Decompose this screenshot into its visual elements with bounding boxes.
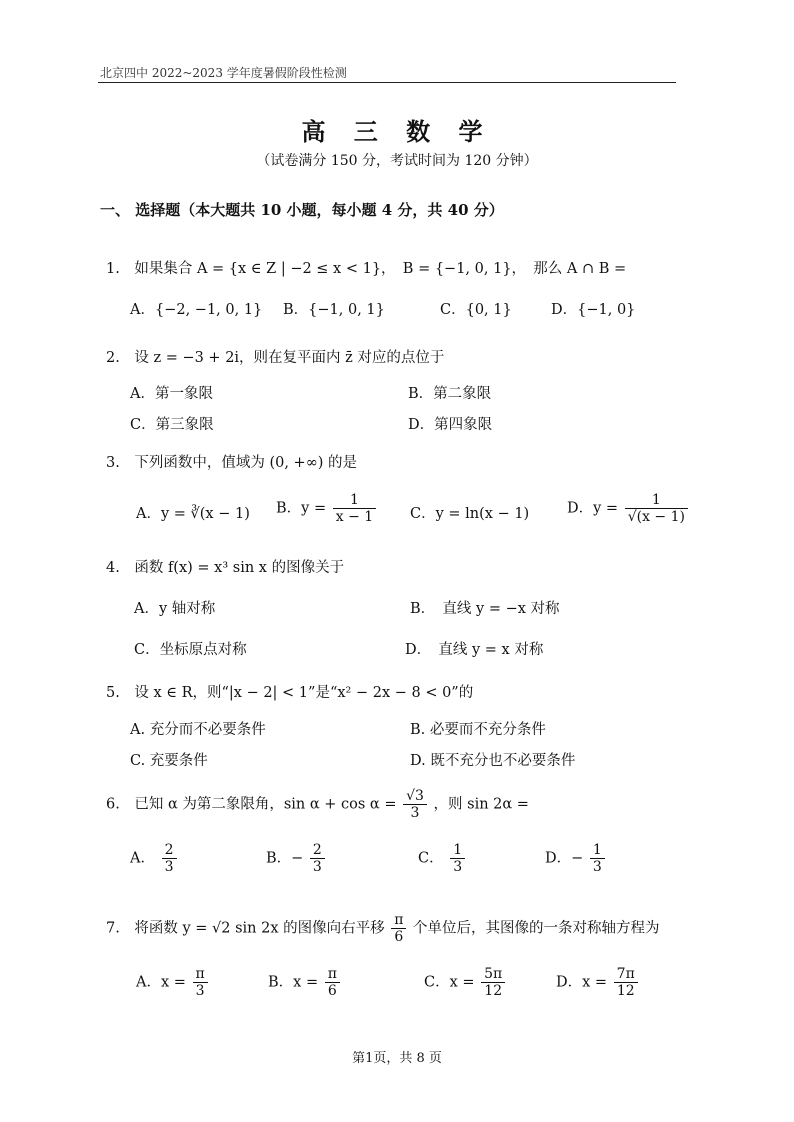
question-1-option-d: D．{−1, 0} (551, 302, 636, 318)
question-6-option-d (545, 842, 607, 875)
question-4-option-a: A．y 轴对称 (134, 601, 216, 617)
fraction-denominator: 3 (312, 859, 322, 876)
question-1-option-b: B．{−1, 0, 1} (283, 302, 385, 318)
question-4-option-b: B． 直线 y = −x 对称 (410, 601, 560, 617)
page-header: 北京四中 2022~2023 学年度暑假阶段性检测 (100, 66, 347, 80)
question-4-option-d: D． 直线 y = x 对称 (405, 642, 544, 658)
option-label: C． (418, 850, 444, 867)
question-7-option-d (556, 966, 640, 999)
fraction (481, 966, 505, 999)
question-2-option-a: A．第一象限 (130, 386, 213, 402)
option-label: A． (130, 850, 155, 867)
question-4-option-c: C．坐标原点对称 (134, 642, 247, 658)
fraction-denominator: 6 (394, 929, 404, 946)
page-title: 高 三 数 学 (301, 117, 493, 146)
question-6-option-b (266, 842, 327, 875)
fraction-numerator: π (325, 966, 340, 983)
question-7-stem (106, 912, 660, 945)
question-2-option-c: C．第三象限 (130, 417, 214, 433)
question-6-option-a (130, 842, 179, 875)
fraction (162, 842, 177, 875)
question-6-option-c (418, 842, 467, 875)
fraction-denominator: 3 (164, 859, 174, 876)
fraction-numerator: 2 (310, 842, 325, 859)
fraction (310, 842, 325, 875)
fraction-numerator: π (391, 912, 406, 929)
option-label: B．− (266, 850, 304, 867)
fraction-denominator: x − 1 (335, 509, 374, 526)
fraction-numerator: 5π (481, 966, 505, 983)
fraction-numerator: √3 (403, 788, 427, 805)
question-1-option-a: A．{−2, −1, 0, 1} (130, 302, 263, 318)
question-3-option-d (567, 492, 690, 525)
question-5-option-d: D. 既不充分也不必要条件 (410, 753, 576, 769)
page-subtitle: （试卷满分 150 分，考试时间为 120 分钟） (256, 153, 538, 169)
question-2-option-b: B．第二象限 (408, 386, 492, 402)
question-3-option-b (276, 492, 378, 525)
stem-text: 个单位后，其图像的一条对称轴方程为 (413, 920, 660, 937)
fraction-denominator: √(x − 1) (627, 509, 685, 526)
option-label: B．y = (276, 500, 327, 517)
fraction-numerator: 1 (333, 492, 376, 509)
fraction-numerator: π (193, 966, 208, 983)
fraction-denominator: 12 (484, 983, 503, 1000)
fraction-numerator: 1 (590, 842, 605, 859)
question-2-option-d: D．第四象限 (408, 417, 493, 433)
question-3-option-a: A．y = ∛(x − 1) (136, 506, 250, 522)
fraction (614, 966, 638, 999)
fraction-denominator: 6 (327, 983, 337, 1000)
question-1-stem: 1. 如果集合 A = {x ∈ Z | −2 ≤ x < 1}， B = {−1, 0, 1}， 那么 A ∩ B = (106, 261, 627, 277)
fraction-numerator: 1 (450, 842, 465, 859)
fraction-denominator: 3 (592, 859, 602, 876)
question-5-stem: 5. 设 x ∈ R，则“|x − 2| < 1”是“x² − 2x − 8 < 0”的 (106, 685, 474, 701)
question-3-stem: 3. 下列函数中，值域为 (0, +∞) 的是 (106, 455, 358, 471)
question-6-stem (106, 788, 529, 821)
question-7-option-c (424, 966, 507, 999)
question-5-option-b: B. 必要而不充分条件 (410, 722, 546, 738)
fraction-numerator: 2 (162, 842, 177, 859)
question-5-option-a: A. 充分而不必要条件 (130, 722, 266, 738)
fraction-numerator: 7π (614, 966, 638, 983)
option-label: D．− (545, 850, 584, 867)
fraction (403, 788, 427, 821)
question-2-stem: 2. 设 z = −3 + 2i，则在复平面内 z̄ 对应的点位于 (106, 350, 445, 366)
fraction (625, 492, 688, 525)
fraction-denominator: 3 (410, 805, 420, 822)
fraction (450, 842, 465, 875)
option-label: D．y = (567, 500, 619, 517)
question-7-option-a (136, 966, 210, 999)
fraction-denominator: 3 (453, 859, 463, 876)
stem-text: 6. 已知 α 为第二象限角，sin α + cos α = (106, 796, 397, 813)
question-1-option-c: C．{0, 1} (440, 302, 512, 318)
fraction-numerator: 1 (625, 492, 688, 509)
question-4-stem: 4. 函数 f(x) = x³ sin x 的图像关于 (106, 560, 345, 576)
fraction (333, 492, 376, 525)
fraction (391, 912, 406, 945)
stem-text: 7. 将函数 y = √2 sin 2x 的图像向右平移 (106, 920, 385, 937)
option-label: D．x = (556, 974, 608, 991)
option-label: B．x = (268, 974, 319, 991)
page-footer: 第1页，共 8 页 (352, 1051, 442, 1066)
stem-text: ，则 sin 2α = (433, 796, 529, 813)
fraction (325, 966, 340, 999)
header-divider (98, 82, 676, 83)
fraction (590, 842, 605, 875)
question-3-option-c: C．y = ln(x − 1) (410, 506, 530, 522)
fraction (193, 966, 208, 999)
option-label: C．x = (424, 974, 475, 991)
fraction-denominator: 12 (616, 983, 635, 1000)
fraction-denominator: 3 (195, 983, 205, 1000)
question-7-option-b (268, 966, 342, 999)
section-heading: 一、 选择题（本大题共 10 小题，每小题 4 分，共 40 分） (100, 201, 504, 219)
option-label: A．x = (136, 974, 186, 991)
question-5-option-c: C. 充要条件 (130, 753, 208, 769)
